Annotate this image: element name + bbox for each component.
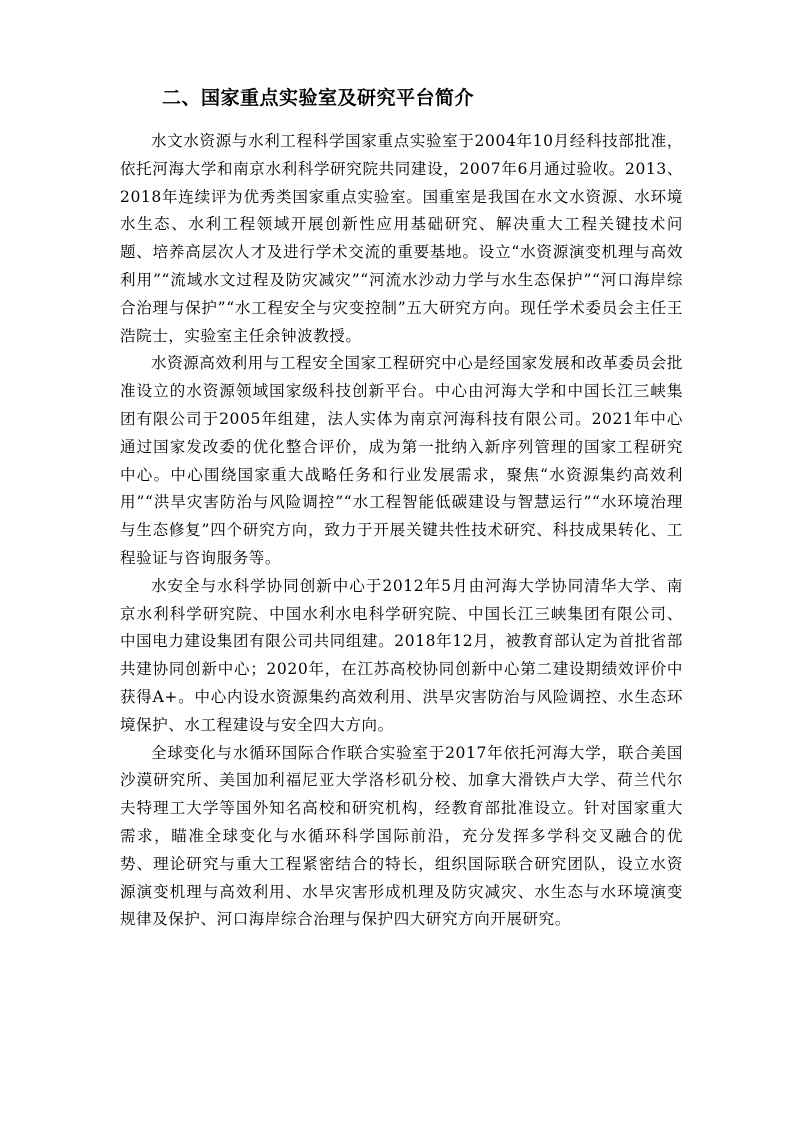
paragraph-international-joint-lab: 全球变化与水循环国际合作联合实验室于2017年依托河海大学，联合美国沙漠研究所、美国加利福尼亚大学洛杉矶分校、加拿大滑铁卢大学、荷兰代尔夫特理工大学等国外知名高校和研究机构，经教育部批准设立。针对国家重大需求，瞄准全球变化与水循环科学国际前沿，充分发挥多学科交叉融合的优势、理论研究与重大工程紧密结合的特长，组织国际联合研究团队，设立水资源演变机理与高效利用、水旱灾害形成机理及防灾减灾、水生态与水环境演变规律及保护、河口海岸综合治理与保护四大研究方向开展研究。 [120, 743, 683, 929]
section-title: 二、国家重点实验室及研究平台简介 [162, 87, 475, 109]
paragraph-national-engineering-center: 水资源高效利用与工程安全国家工程研究中心是经国家发展和改革委员会批准设立的水资源领域国家级科技创新平台。中心由河海大学和中国长江三峡集团有限公司于2005年组建，法人实体为南京河海科技有限公司。2021年中心通过国家发改委的优化整合评价，成为第一批纳入新序列管理的国家工程研究中心。中心围绕国家重大战略任务和行业发展需求，聚焦“水资源集约高效利用”“洪旱灾害防治与风险调控”“水工程智能低碳建设与智慧运行”“水环境治理与生态修复”四个研究方向，致力于开展关键共性技术研究、科技成果转化、工程验证与咨询服务等。 [120, 354, 683, 567]
paragraph-state-key-lab: 水文水资源与水利工程科学国家重点实验室于2004年10月经科技部批准，依托河海大学和南京水利科学研究院共同建设，2007年6月通过验收。2013、2018年连续评为优秀类国家重点实验室。国重室是我国在水文水资源、水环境水生态、水利工程领域开展创新性应用基础研究、解决重大工程关键技术问题、培养高层次人才及进行学术交流的重要基地。设立“水资源演变机理与高效利用”“流域水文过程及防灾减灾”“河流水沙动力学与水生态保护”“河口海岸综合治理与保护”“水工程安全与灾变控制”五大研究方向。现任学术委员会主任王浩院士，实验室主任余钟波教授。 [120, 132, 683, 345]
paragraph-collaborative-innovation-center: 水安全与水科学协同创新中心于2012年5月由河海大学协同清华大学、南京水利科学研究院、中国水利水电科学研究院、中国长江三峡集团有限公司、中国电力建设集团有限公司共同组建。2018年12月，被教育部认定为首批省部共建协同创新中心；2020年，在江苏高校协同创新中心第二建设期绩效评价中获得A+。中心内设水资源集约高效利用、洪旱灾害防治与风险调控、水生态环境保护、水工程建设与安全四大方向。 [120, 576, 683, 734]
